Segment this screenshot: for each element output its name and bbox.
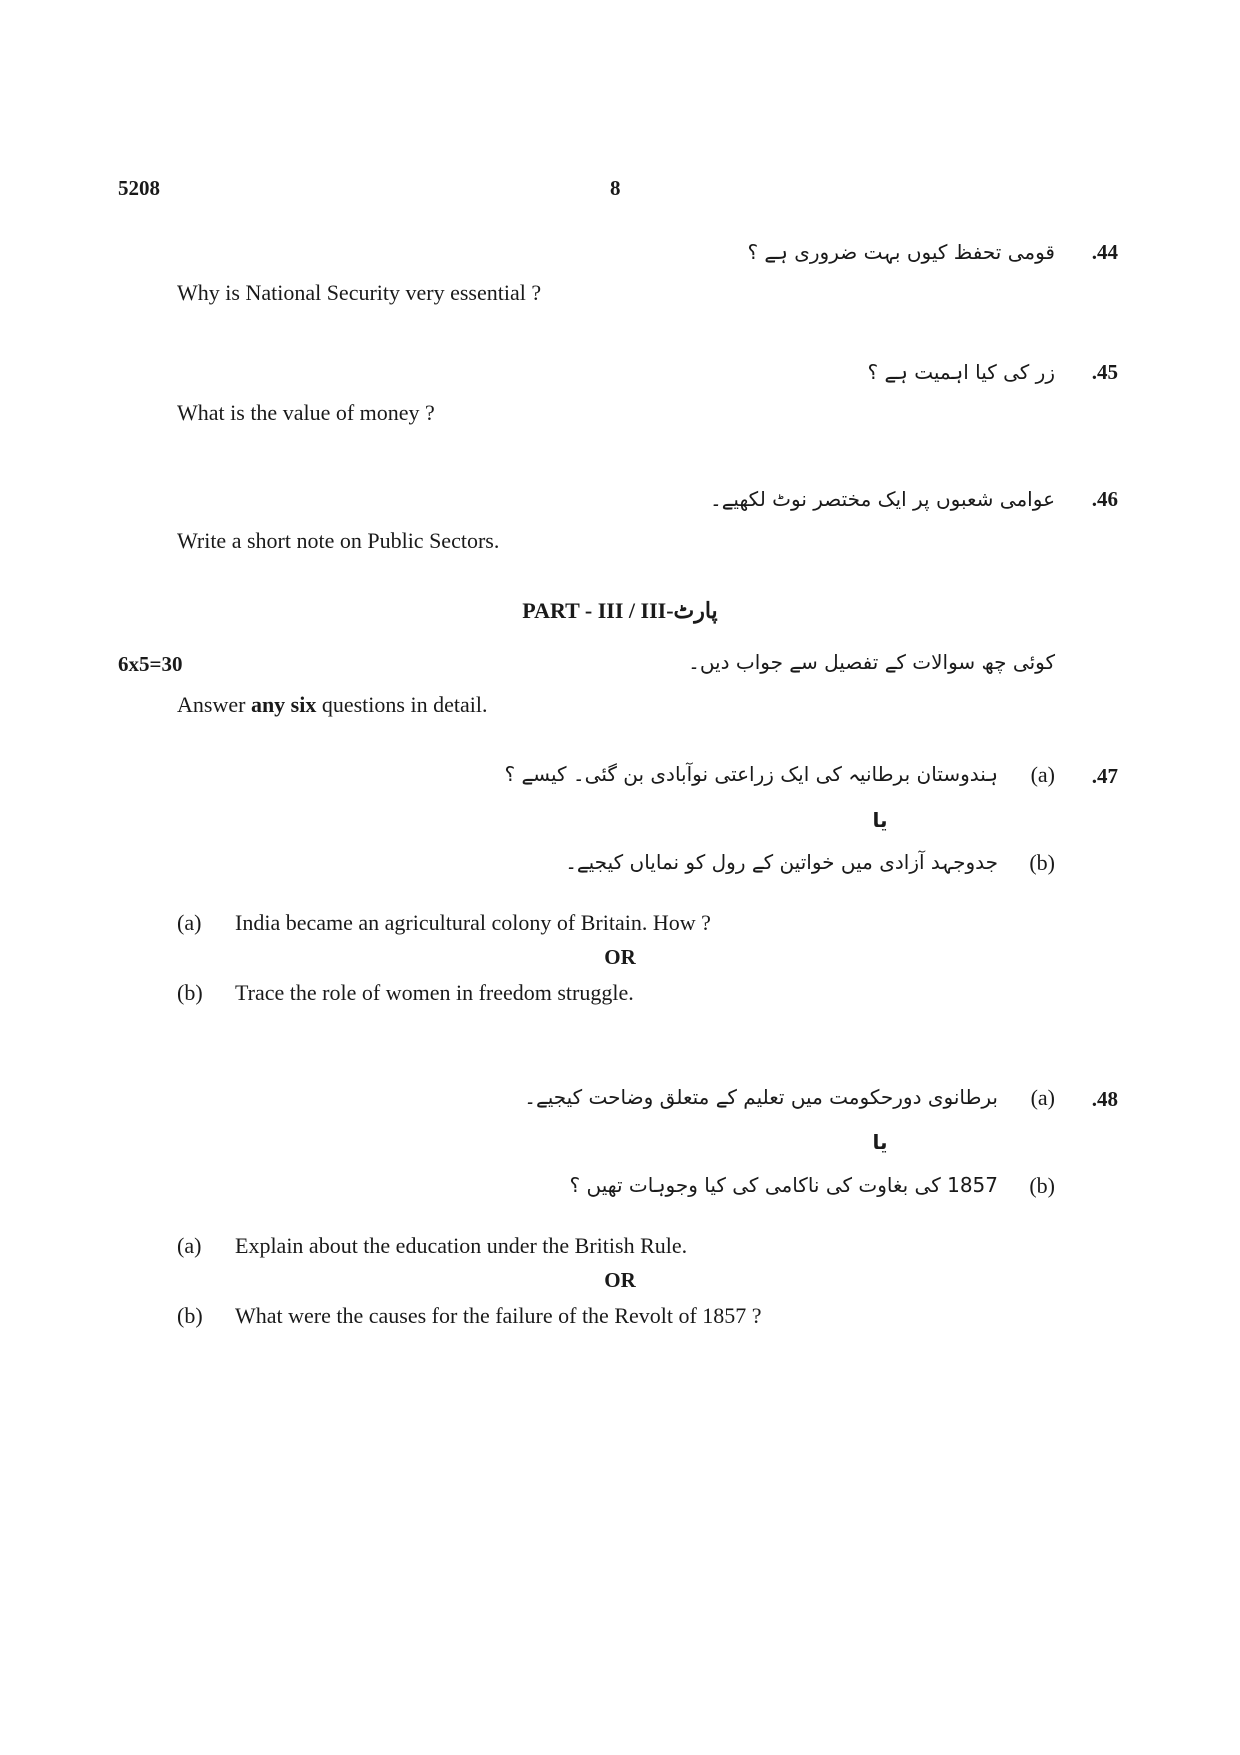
question-urdu: زر کی کیا اہمیت ہے ؟ (867, 360, 1055, 384)
question-english: Write a short note on Public Sectors. (177, 528, 500, 553)
question-number: .48 (1091, 1087, 1118, 1111)
question-urdu: قومی تحفظ کیوں بہت ضروری ہے ؟ (747, 240, 1055, 264)
or-urdu: یا (872, 808, 888, 832)
option-label: (a) (177, 910, 202, 935)
page-number: 8 (610, 176, 621, 200)
instruction-post: questions in detail. (321, 692, 488, 717)
part-heading: PART - III / III-پارٹ (522, 598, 718, 623)
option-english: Trace the role of women in freedom struggle. (235, 980, 634, 1005)
option-english: India became an agricultural colony of Britain. How ? (235, 910, 711, 935)
or-english: OR (604, 1268, 636, 1292)
option-label: (a) (177, 1233, 202, 1258)
option-urdu: 1857 کی بغاوت کی ناکامی کی کیا وجوہات تھیں ؟ (569, 1173, 998, 1197)
option-label: (a) (1030, 762, 1055, 787)
option-urdu: جدوجہد آزادی میں خواتین کے رول کو نمایاں کیجیے۔ (565, 850, 998, 874)
paper-code: 5208 (118, 176, 160, 200)
option-english: Explain about the education under the British Rule. (235, 1233, 688, 1258)
question-english: What is the value of money ? (177, 400, 435, 425)
question-number: .46 (1091, 487, 1118, 511)
option-label: (b) (1029, 850, 1055, 875)
marks-label: 6x5=30 (118, 652, 183, 676)
instruction-pre: Answer (177, 692, 246, 717)
instruction-urdu: کوئی چھ سوالات کے تفصیل سے جواب دیں۔ (688, 650, 1055, 674)
question-english: Why is National Security very essential ? (177, 280, 542, 305)
question-number: .44 (1091, 240, 1118, 264)
or-urdu: یا (872, 1130, 888, 1154)
question-number: .45 (1091, 360, 1118, 384)
option-label: (b) (1029, 1173, 1055, 1198)
option-urdu: ہندوستان برطانیہ کی ایک زراعتی نوآبادی بن گئی۔ کیسے ؟ (504, 762, 998, 786)
option-label: (b) (177, 1303, 203, 1328)
option-label: (b) (177, 980, 203, 1005)
question-urdu: عوامی شعبوں پر ایک مختصر نوٹ لکھیے۔ (709, 487, 1055, 511)
instruction-emphasis: any six (250, 692, 317, 717)
or-english: OR (604, 945, 636, 969)
question-number: .47 (1091, 764, 1118, 788)
option-label: (a) (1030, 1085, 1055, 1110)
instruction-english (177, 692, 487, 718)
option-english: What were the causes for the failure of the Revolt of 1857 ? (235, 1303, 762, 1328)
option-urdu: برطانوی دورحکومت میں تعلیم کے متعلق وضاحت کیجیے۔ (524, 1085, 998, 1109)
